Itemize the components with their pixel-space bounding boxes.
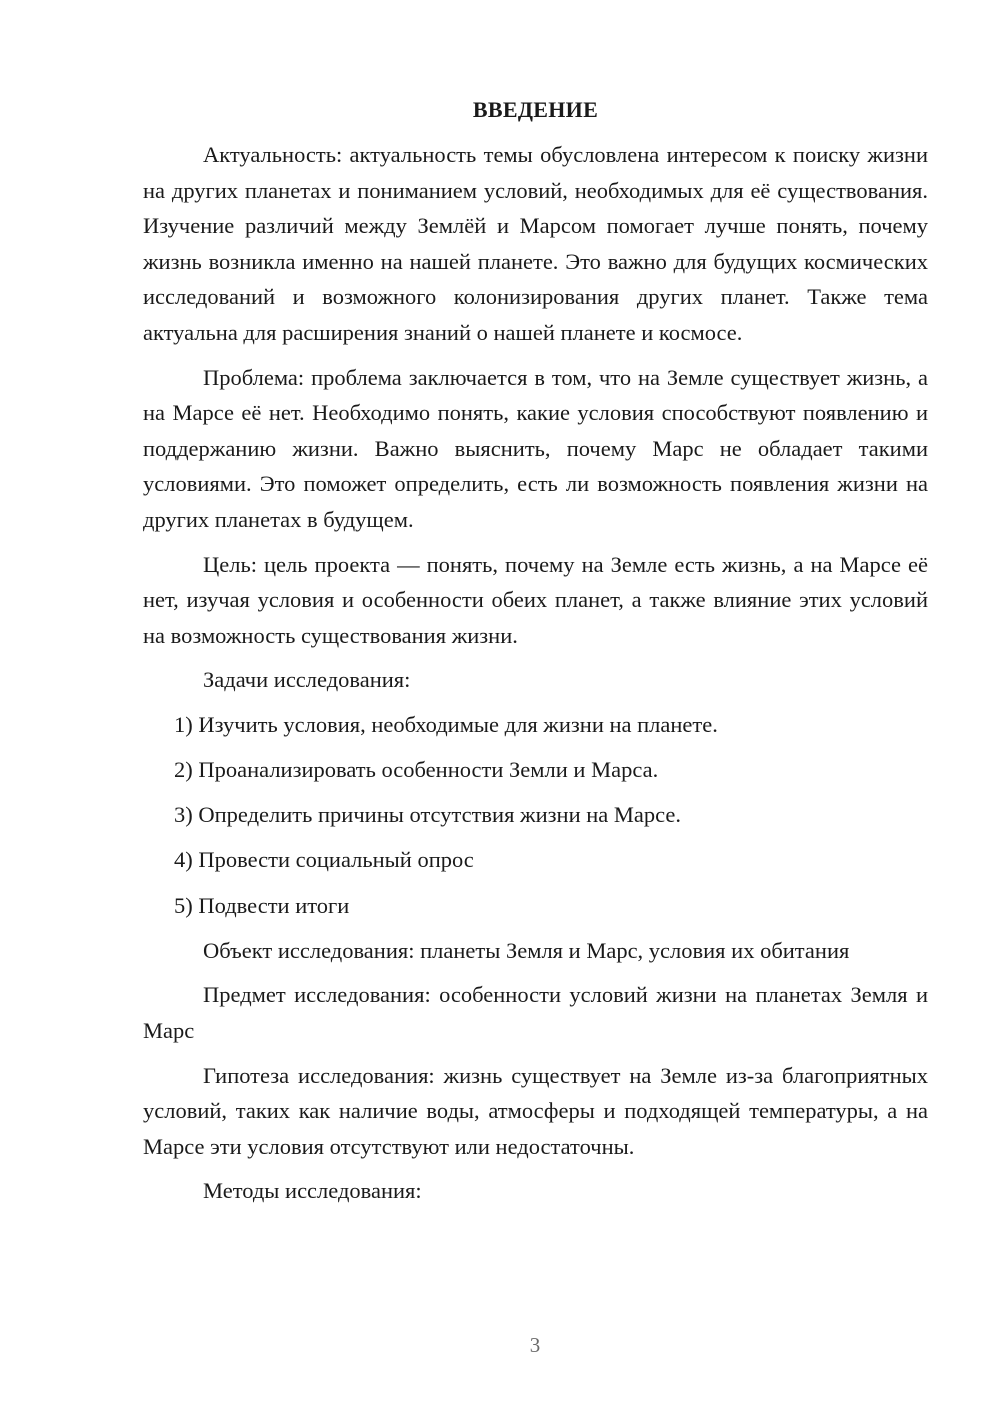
- methods-heading: Методы исследования:: [203, 1178, 422, 1204]
- tasks-list: [143, 707, 928, 923]
- page-number: 3: [529, 1333, 541, 1357]
- goal-paragraph: Цель: цель проекта — понять, почему на Земле есть жизнь, а на Марсе её нет, изучая условия и особенности обеих планет, а также влияние этих условий на возможность существования жизни.: [143, 551, 928, 648]
- task-item: 4) Провести социальный опрос: [174, 847, 474, 873]
- task-item: 5) Подвести итоги: [174, 892, 350, 918]
- problem-paragraph: Проблема: проблема заключается в том, что на Земле существует жизнь, а на Марсе её нет. Необходимо понять, какие условия способствуют появлению и поддержанию жизни. Важно выяснить, почему Марс не обладает такими условиями. Это поможет определить, есть ли возможность появления жизни на других планетах в будущем.: [143, 364, 928, 532]
- task-item: 2) Проанализировать особенности Земли и Марса.: [174, 757, 659, 783]
- relevance-paragraph: Актуальность: актуальность темы обусловлена интересом к поиску жизни на других планетах и пониманием условий, необходимых для её существования. Изучение различий между Землёй и Марсом помогает лучше понять, почему жизнь возникла именно на нашей планете. Это важно для будущих космических исследований и возможного колонизирования других планет. Также тема актуальна для расширения знаний о нашей планете и космосе.: [143, 142, 928, 345]
- page-content: [143, 92, 928, 1218]
- tasks-heading: Задачи исследования:: [203, 667, 411, 693]
- hypothesis-paragraph: Гипотеза исследования: жизнь существует на Земле из-за благоприятных условий, таких как наличие воды, атмосферы и подходящей температуры, а на Марсе эти условия отсутствуют или недостаточны.: [143, 1062, 928, 1159]
- page-title: ВВЕДЕНИЕ: [472, 97, 599, 122]
- task-item: 3) Определить причины отсутствия жизни на Марсе.: [174, 802, 682, 828]
- object-paragraph: Объект исследования: планеты Земля и Марс, условия их обитания: [203, 937, 850, 963]
- subject-paragraph: Предмет исследования: особенности условий жизни на планетах Земля и Марс: [143, 982, 928, 1044]
- task-item: 1) Изучить условия, необходимые для жизни на планете.: [174, 711, 718, 737]
